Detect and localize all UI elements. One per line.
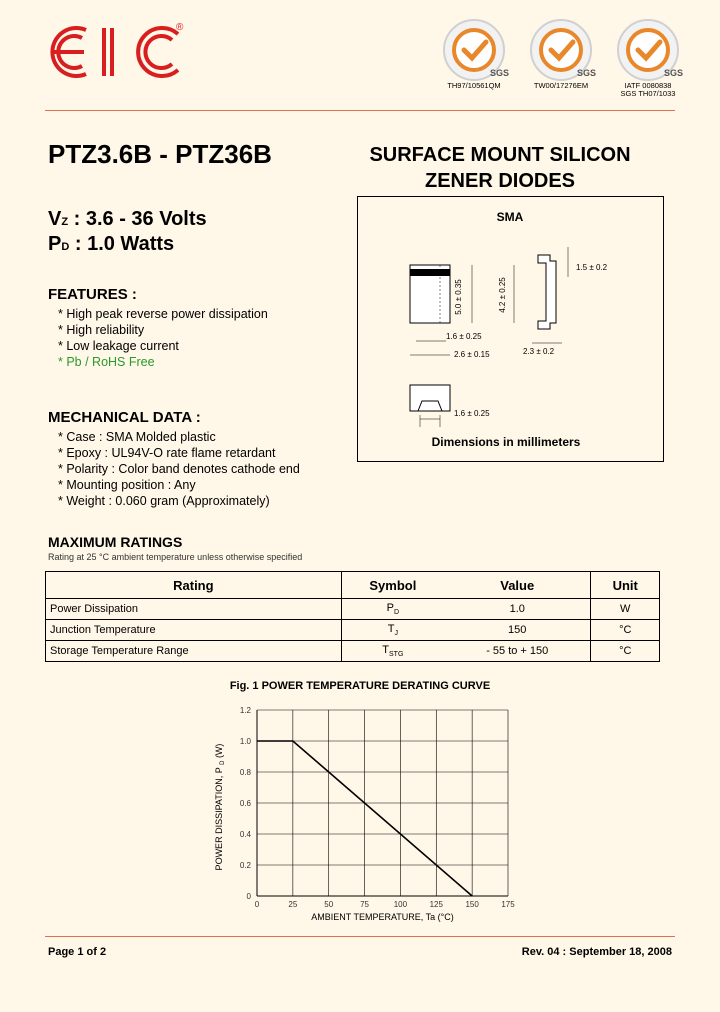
col-value: Value	[500, 577, 535, 593]
part-number: PTZ3.6B - PTZ36B	[48, 139, 272, 169]
mechanical-list	[48, 429, 300, 509]
x-tick-label: 0	[254, 900, 260, 909]
col-rating: Rating	[173, 577, 214, 593]
feature-item: * High reliability	[58, 323, 145, 337]
value-cell: 1.0	[509, 603, 525, 615]
symbol-sub: J	[394, 630, 398, 638]
chart-title: Fig. 1 POWER TEMPERATURE DERATING CURVE	[229, 680, 491, 692]
vz-symbol: V	[48, 208, 62, 230]
page-number: Page 1 of 2	[48, 946, 107, 958]
package-drawing	[358, 197, 663, 461]
col-symbol: Symbol	[341, 572, 444, 599]
feature-item: * Low leakage current	[58, 339, 179, 353]
value-cell: - 55 to + 150	[486, 645, 549, 657]
y-axis-label-main: POWER DISSIPATION, P	[214, 764, 224, 871]
dim-5-0-label: 5.0 ± 0.35	[454, 279, 463, 315]
pd-symbol: P	[48, 233, 62, 255]
dim-2-6-label: 2.6 ± 0.15	[454, 350, 490, 359]
x-tick-label: 125	[429, 900, 443, 909]
mechanical-item: * Epoxy : UL94V-O rate flame retardant	[58, 446, 276, 460]
symbol-sub: D	[393, 609, 400, 617]
features-list	[48, 306, 268, 370]
symbol-text: P	[386, 601, 394, 614]
unit-cell: °C	[591, 641, 660, 662]
symbol-cell	[341, 620, 444, 641]
x-tick-label: 75	[360, 900, 370, 909]
rating-cell: Storage Temperature Range	[50, 645, 189, 657]
symbol-cell	[341, 599, 444, 620]
table-row	[46, 599, 660, 620]
symbol-text: T	[382, 643, 390, 656]
y-tick-label: 1.2	[239, 706, 251, 715]
y-axis-label-sub: D	[220, 760, 226, 765]
x-tick-label: 25	[288, 900, 298, 909]
mechanical-item: * Mounting position : Any	[58, 478, 196, 492]
header-rule	[45, 110, 675, 111]
unit-cell: °C	[591, 620, 660, 641]
registered-mark: ®	[176, 22, 184, 33]
features-section	[48, 286, 268, 370]
feature-item-rohs: * Pb / RoHS Free	[58, 355, 155, 369]
dim-4-2-label: 4.2 ± 0.25	[498, 277, 507, 313]
eic-logo-graphic	[38, 22, 188, 82]
certification-badge	[610, 18, 686, 108]
cert-code: IATF 0080838	[624, 81, 672, 90]
cert-code: TW00/17276EM	[533, 81, 589, 90]
dimensions-caption: Dimensions in millimeters	[431, 435, 581, 449]
y-tick-label: 0.6	[239, 799, 251, 808]
cert-seal-icon	[442, 18, 510, 82]
x-tick-label: 175	[501, 900, 515, 909]
headline-line-2: ZENER DIODES	[424, 170, 576, 192]
symbol-sub: STG	[389, 651, 404, 659]
headline-line-1: SURFACE MOUNT SILICON	[369, 144, 631, 166]
col-unit: Unit	[591, 572, 660, 599]
y-tick-label: 0.8	[239, 768, 251, 777]
feature-item: * High peak reverse power dissipation	[58, 307, 268, 321]
product-headline	[345, 142, 655, 194]
package-outline-box	[357, 196, 664, 462]
unit-cell: W	[591, 599, 660, 620]
certification-badge	[523, 18, 599, 108]
dim-1-6b-label: 1.6 ± 0.25	[454, 409, 490, 418]
y-tick-label: 1.0	[239, 737, 251, 746]
y-tick-label: 0.4	[239, 830, 251, 839]
pd-subscript: D	[61, 241, 70, 253]
eic-logo	[38, 22, 188, 82]
ratings-title: MAXIMUM RATINGS	[48, 534, 183, 550]
dim-2-3-label: 2.3 ± 0.2	[523, 347, 555, 356]
footer-rule	[45, 936, 675, 937]
vz-subscript: Z	[61, 216, 69, 228]
ratings-header-row	[46, 572, 660, 599]
dim-1-6-label: 1.6 ± 0.25	[446, 332, 482, 341]
x-axis-label: AMBIENT TEMPERATURE, Ta (°C)	[311, 912, 454, 922]
symbol-cell	[341, 641, 444, 662]
ratings-table-wrap	[45, 571, 660, 662]
pd-value: : 1.0 Watts	[74, 233, 175, 255]
cert-seal-icon	[616, 18, 684, 82]
y-axis-label-unit: (W)	[214, 743, 224, 761]
revision-date: Rev. 04 : September 18, 2008	[521, 946, 672, 958]
value-cell: 150	[508, 624, 527, 636]
x-tick-label: 150	[465, 900, 479, 909]
vz-value: : 3.6 - 36 Volts	[73, 208, 207, 230]
rating-cell: Power Dissipation	[50, 603, 139, 615]
mechanical-title: MECHANICAL DATA :	[48, 409, 201, 426]
end-view-body	[410, 385, 450, 411]
mechanical-item: * Case : SMA Molded plastic	[58, 430, 216, 444]
x-tick-label: 50	[324, 900, 334, 909]
features-title: FEATURES :	[48, 286, 137, 303]
package-name: SMA	[496, 210, 524, 224]
table-row	[46, 641, 660, 662]
ratings-table	[45, 571, 660, 662]
cathode-band	[410, 269, 450, 276]
rating-cell: Junction Temperature	[50, 624, 156, 636]
mechanical-item: * Weight : 0.060 gram (Approximately)	[58, 494, 270, 508]
side-view-body	[538, 255, 556, 329]
cert-code: TH97/10561QM	[447, 81, 501, 90]
derating-chart	[200, 700, 530, 925]
mechanical-section	[48, 409, 300, 509]
cert-seal-label: SGS	[490, 68, 510, 78]
ratings-note: Rating at 25 °C ambient temperature unless otherwise specified	[48, 552, 303, 562]
power-dissipation-spec	[48, 233, 174, 256]
y-tick-label: 0	[246, 892, 251, 901]
x-tick-label: 100	[393, 900, 408, 909]
symbol-text: T	[387, 622, 395, 635]
cert-seal-label: SGS	[577, 68, 597, 78]
mechanical-item: * Polarity : Color band denotes cathode end	[58, 462, 300, 476]
dim-1-5-label: 1.5 ± 0.2	[576, 263, 608, 272]
certification-badge	[436, 18, 512, 108]
y-axis-label	[214, 744, 226, 871]
y-tick-label: 0.2	[239, 861, 251, 870]
cert-seal-icon	[529, 18, 597, 82]
cert-seal-label: SGS	[664, 68, 684, 78]
table-row	[46, 620, 660, 641]
zener-voltage-spec	[48, 208, 207, 231]
cert-code-2: SGS TH07/1033	[620, 89, 676, 98]
